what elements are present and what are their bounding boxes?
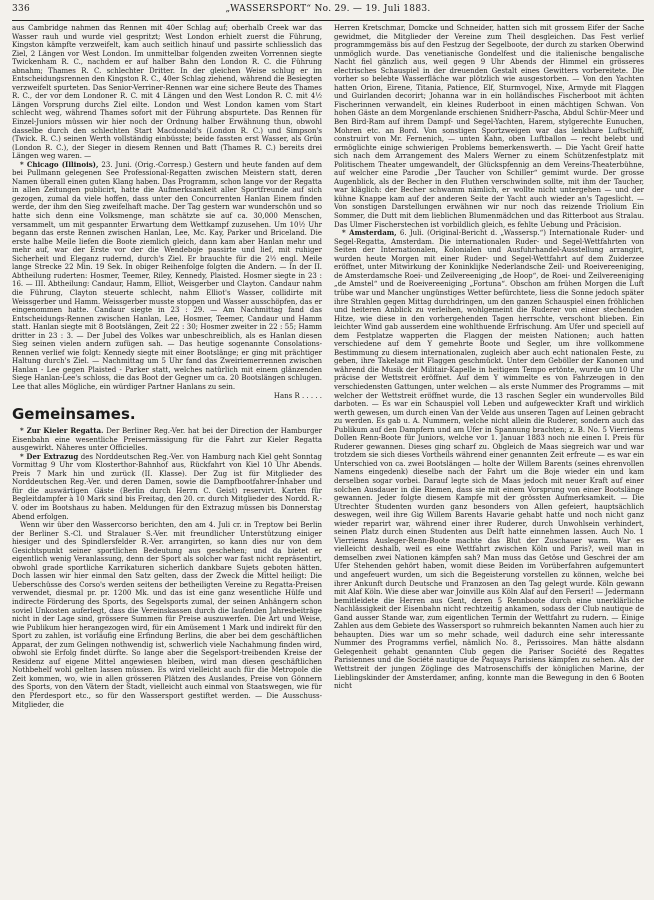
kieler-paragraph: * Zur Kieler Regatta. Der Berliner Reg.-Ver. hat bei der Direction der Hamburger Eisenbahn eine wesentliche Preisermässigung für die Fahrt zur Kieler Regatta ausgewirkt. Näheres unter Officielles.: [12, 426, 322, 453]
columns: [12, 24, 644, 892]
amsterdam-lead: * Amsterdam,: [342, 228, 397, 238]
london-regatta-paragraph: aus Cambridge nahmen das Rennen mit 40er Schlag auf; oberhalb Creek war das Wasser rauh und wurde viel gespritzt; West London erhielt zuerst die Führung, Kingston kämpfte verzweifelt, kam auch seitlich hinauf und passirte schliesslich das Ziel, 2 Längen vor West London. Im unmittelbar folgenden zweiten Vorrennen siegte Twickenham R. C., nachdem er auf halber Bahn den London R. C. die Führung abnahm; Thames R. C. schlechter Dritter. In der gleichen Weise schlug er im Entscheidungsrennen den Kingston R. C., 40er Schlag ziehend, während die Besiegten verzweifelt spurteten. Das Senior-Verriner-Rennen war eine sichere Beute des Thames R. C., der vor dem Londoner R. C. mit 4 Längen und den West London R. C. mit 4½ Längen Vorsprung durchs Ziel eilte. London und West London kamen vom Start schlecht weg, während Thames sofort mit der Führung abspurtete. Das Rennen für Einzel-Juniors müssen wir hier noch der Ordnung halber Erwähnung thun, obwohl dasselbe durch den schlechten Start Macdonald's (London R. C.) und Simpson's (Twick. R. C.) seinen Werth vollständig einbüsste; beide fassten erst Wasser, als Grün (London R. C.), der Sieger in diesem Rennen und Batt (Thames R. C.) bereits drei Längen weg waren. —: [12, 24, 322, 161]
kieler-lead: * Zur Kieler Regatta.: [20, 426, 104, 436]
page-header: [12, 4, 644, 18]
page-number: 336: [12, 4, 31, 14]
corso-continuation-paragraph: Herren Kretschmar, Domcke und Schneider, hatten sich mit grossem Eifer der Sache gewidmet, die Mitglieder der Vereine zum Theil desgleichen. Das Fest verlief programmgemäss bis auf den Festzug der Segelboote, der durch zu starken Oberwind unmöglich wurde. Das venetianische Gondelfest und die italienische bengalische Nacht fiel gänzlich aus, weil gegen 9 Uhr Abends der Himmel ein grösseres electrisches Schauspiel in der dreuenden Gestalt eines Gewitters vorbereitete. Die vorher so belebte Wasserfläche war plötzlich wie ausgestorben. — Von den Yachten hatten Orion, Eirene, Titania, Patience, Elf, Sturmvogel, Nixe, Armyde mit Flaggen und Guirlanden decorirt; Johanna war in ein holländisches Fischerboot mit ächten Fischerinnen verwandelt, ein kleines Ruderboot in einen mächtigen Schwan. Von hohen Gäste an dem Morgenlande erschienen Snidherr-Pascha, Abdul Schür-Meer und Ben Bird-Ram auf ihrem Dampf- und Segel-Yachten, Harem, stylgerechte Eunuchen, Mohren etc. an Bord. Von sonstigen Sportzweigen war das lenkbare Luftschiff, construirt von Mr. Fernenich, — unten Kahn, oben Luftballon — recht belebt und ermöglichte einige schwierigen Problems bemerkenswerth. — Die Yacht Greif hatte sich nach dem Arrangement des Malers Werner zu einem Schützenfestplatz mit Politischem Theater umgewandelt, der Glückspfennig an dem Vereins-Theaterbühne, auf welcher eine Parodie „Der Taucher von Schiller“ gemimt wurde. Der grosse Augenblick, als der Becher in den Fluthen verschwinden sollte, mit ihm der Taucher, war kläglich: der Becher schwamm nämlich, er wollte nicht untergehen — und der kühne Knappe kam auf der anderen Seite der Yacht auch wieder an's Tageslicht. — Von sonstigen Darstellungen erwähnen wir nur noch das reizende Triolium Ein Sommer, die Dutt mit dem lieblichen Blumenmädchen und das Ritterboot aus Stralau. Das Ulmer Fischerstechen ist vorbildlich gleich, es fehlte Uebung und Präcision.: [334, 24, 644, 229]
extrazug-lead: * Der Extrazug: [20, 451, 79, 461]
chicago-paragraph: * Chicago (Illinois), 23. Juni. (Orig.-Corresp.) Gestern und heute fanden auf dem bei Pullmann gelegenen See Professional-Regatten zwischen Meistern statt, deren Namen überall einen guten Klang haben. Das Programm, schon lange vor der Regatta in allen Zeitungen publicirt, hatte die Aufmerksamkeit aller Sportfreunde auf sich gezogen, zumal da viele hoffen, dass unter den Concurrenten Hanlan Einem finden werde, der ihm den Sieg zweifelhaft mache. Der Tag gestern war wunderschön und so hatte sich denn eine Volksmenge, man schätzte sie auf ca. 30,000 Menschen, versammelt, um mit gespannter Erwartung dem Wettkampf zuzusehen. Um 10½ Uhr begann das erste Rennen zwischen Hanlan, Lee, Mc. Kay, Parker und Briceland. Die erste halbe Meile liefen die Boote ziemlich gleich, dann kam aber Hanlan mehr und mehr auf, war der Erste vor der die Wendeboje passirte und lief, mit ruhiger Sicherheit und Eleganz rudernd, durch's Ziel. Er brauchte für die 2½ engl. Meile lange Strecke 22 Min. 19 Sek. In obiger Reihenfolge folgten die Andern. — In der II. Abtheilung ruderten: Hosmer, Teemer, Riley, Kennedy, Plaisted. Hosmer siegte in 23 : 16. — III. Abtheilung: Candaur, Hamm, Elliot, Weisgerber und Clayton. Candaur nahm die Führung, Clayton steuerte schlecht, nahm Elliot's Wasser, collidirte mit Weissgerber und Hamm. Weissgerber musste stoppen und Wasser ausschöpfen, das er eingenommen hatte. Candaur siegte in 23 : 29. — Am Nachmittag fand das Entscheidungs-Rennen zwischen Hanlan, Lee, Hosmer, Teemer, Candaur und Hamm statt. Hanlan siegte mit 8 Bootslängen, Zeit 22 : 30; Hosmer zweiter in 22 : 55; Hamm dritter in 23 : 3. — Der Jubel des Volkes war unbeschreiblich, als es Hanlan diesen Sieg seinen vielen andern zufügen sah. — Das heutige sogenannte Consolations-Rennen verlief wie folgt: Kennedy siegte mit einer Bootslänge; er ging mit prächtiger Haltung durch's Ziel. — Nachmittag um 5 Uhr fand das Zweiriemerrennen zwischen Hanlan - Lee gegen Plaisted - Parker statt, welches natürlich mit einem glänzenden Siege Hanlan-Lee's schloss, die das Boot der Gegner um ca. 20 Bootslängen schlugen. Lee that alles Mögliche, ein würdiger Partner Hanlans zu sein.: [12, 159, 322, 391]
chicago-signature: Hans R . . . . .: [273, 391, 322, 400]
left-column: [12, 24, 322, 892]
header-rule: [12, 20, 644, 21]
wassercorso-paragraph: Wenn wir über den Wassercorso berichten, den am 4. Juli cr. in Treptow bei Berlin der Berliner S.-Cl. und Stralauer S.-Ver. mit freundlicher Unterstützung einiger hiesiger und des Spindlersfelder R.-Ver. arrangirten, so kann dies nur von dem Gesichtspunkt seiner sportlichen Bedeutung aus geschehen; und da bietet er eigentlich wenig Veranlassung, denn der Sport als solcher war fast nicht repräsentirt, obwohl grade sportliche Karrikaturen sicherlich dankbare Sujets geboten hätten. Doch lassen wir hier einmal den Satz gelten, dass der Zweck die Mittel heiligt: Die Ueberschüsse des Corso's werden seitens der betheiligten Vereine zu Regatta-Preisen verwendet, diesmal pr. pr. 1200 Mk. und das ist eine ganz wesentliche Hülfe und indirecte Förderung des Sports, des Segelsports zumal, der seinen Anhängern schon soviel Unkosten auferlegt, dass die Vereinskassen durch die laufenden Jahresbeiträge nicht in der Lage sind, grössere Summen für Preise auszuwerfen. Die Art und Weise, wie Publikum hier herangezogen wird, für ein Amüsement 1 Mark und indirekt für den Sport zu zahlen, ist vorläufig eine Erfindung Berlins, die aber bei dem geschäftlichen Apparat, der zum Gelingen nothwendig ist, schwerlich viele Nachahmung finden wird, obwohl sie Erfolg findet dürfte. So lange aber die Segelsport-treibenden Kreise der Residenz auf eigene Mittel angewiesen bleiben, wird man diesen geschäftlichen Nothbehelf wohl gelten lassen müssen. Es wird vielleicht auch für die Metropole die Zeit kommen, wo, wie in allen grösseren Plätzen des Auslandes, Preise von Gönnern des Sports, von den Vätern der Stadt, vielleicht auch einmal von Staatswegen, wie für den Pferdesport etc., so für den Wassersport gestiftet werden. — Die Ausschuss-Mitglieder, die: [12, 521, 322, 709]
masthead-line: „WASSERSPORT“ No. 29. — 19. Juli 1883.: [225, 4, 431, 14]
extrazug-paragraph: * Der Extrazug des Norddeutschen Reg.-Ver. von Hamburg nach Kiel geht Sonntag Vormittag 9 Uhr vom Klosterthor-Bahnhof aus, Rückfahrt von Kiel 10 Uhr Abends. Preis 7 Mark hin und zurück (II. Klasse). Der Zug ist für Mitglieder des Norddeutschen Reg.-Ver. und deren Damen, sowie die Dampfbootfahrer-Inhaber und für die auswärtigen Gäste (Berlin durch Herrn C. Geist) reservirt. Karten für Begleitdampfer à 10 Mark sind bis Freitag, den 20. cr. durch Mitglieder des Nordd. R.-V. oder im Bootshaus zu haben. Meldungen für den Extrazug müssen bis Donnerstag Abend erfolgen.: [12, 451, 322, 521]
amsterdam-paragraph: * Amsterdam, 6. Juli. (Original-Bericht d. „Wassersp.“) Internationale Ruder- und Segel-Regatta, Amsterdam. Die internationalen Ruder- und Segel-Wettfahrten von Seiten der Internationalen, Kolonialen und Ausfuhrhandel-Ausstellung arrangirt, wurden heute Morgen mit einer Ruder- und Segel-Wettfahrt auf dem Zuiderzee eröffnet, unter Mitwirkung der Koninklijke Nederlandsche Zeil- und Roeivereeniging, de Amsterdamsche Roei- und Zeilvereeniging „de Hoop“, de Roei- und Zeilvereeniging „de Amstel“ und de Roeivereeniging „Fortuna“. Obschon am frühen Morgen die Luft trübe war und Mancher ungünstiges Wetter befürchtete, liess die Sonne jedoch später ihre Strahlen gegen Mittag durchdringen, um den ganzen Schauspiel einen fröhlichen und heiteren Anblick zu verleihen, wohlgemeint die Ruderer von einer stechenden Hitze, wie diese in den vorhergehenden Tagen herrschte, verschont blieben. Ein leichter Wind gab ausserdem eine wohlthuende Erfrischung. Am Ufer und speciell auf dem Festplatze wapperten die Flaggen der meisten Nationen; auch hatten verschiedene auf dem Y gemehrte Boote und Segler, um ihre vollkommene Bestimmung zu diesem internationalen, zugleich aber auch echt nationalen Feste, zu geben, ihre Takelage mit Flaggen geschmückt. Unter dem Geböller der Kanonen und während die Musik der Militair-Kapelle in heitigem Tempo ertönte, wurde um 10 Uhr präcise der Wettstreit eröffnet. Auf dem Y wimmelte es von Fahrzeugen in den verschiedensten Gattungen, unter welchen — als erste Nummer des Programms — mit welcher der Wettstreit eröffnet wurde, die 13 raschen Segler ein wundervolles Bild darboten. — Es war ein Schauspiel voll Leben und aufgeweckter Kraft und wirklich werth gewesen, um durch einen Van der Velde aus unseren Tagen auf Leinen gebracht zu werden. Es gab u. A. Nummern, welche nicht allein die Ruderer, sondern auch das Publikum auf den Dampfern und am Ufer in Spannung brachten; z. B. No. 5 Vierriems Dollen Renn-Boote für Juniors, welche vor 1. Januar 1883 noch nie einen I. Preis für Ruderer gewannen. Dieses ging scharf zu. Obgleich de Maas siegreich war und war trotzdem sie sich dieses Vortheils während einer genannten Zeit erfreute — es war ein Unterschied von ca. zwei Bootslängen — holte der Willem Barents (seines ehrenvollen Namens eingedenk) dieselbe nach der Fahrt um die Boje wieder ein und kam derselben sogar vorbei. Darauf legte sich de Maas jedoch mit neuer Kraft auf einer solchen Ausdauer in die Riemen, dass sie mit einem Vorsprung von einer Bootslänge gewannen. Jeder folgte diesem Kampfe mit der grössten Aufmerksamkeit. — Die Utrechter Studenten wurden ganz besonders von Allen gefeiert, hauptsächlich deswegen, weil ihre Gig Willem Barents Havarie gehabt hatte und noch nicht ganz wieder reparirt war, während einer ihrer Ruderer, durch Unwohlsein verhindert, seinen Platz durch einen Studenten aus Delft hatte einnehmen lassen. Auch No. 1 Vierriems Ausleger-Renn-Boote machte das Blut der Zuschauer warm. War es vielleicht deshalb, weil es eine Wettfahrt zwischen Köln und Paris?, weil man in demselben zwei Nationen kämpfen sah? Man muss das Getöse und Geschrei der am Ufer Stehenden gehört haben, womit diese Beiden im Vorüberfahren aufgemuntert und angefeuert wurden, um sich die Begeisterung vorstellen zu können, welche bei ihrer Ankunft durch Deutsche und Franzosen an den Tag gelegt wurde. Köln gewann mit Alaf Köln. Wie diese aber war Joinville aus Köln Alaf auf den Ferseri! — Jedermann bemitleidete die Herren aus Gent, deren 5 Rennboote durch eine unerklärliche Nachlässigkeit der Eisenbahn nicht rechtzeitig ankamen, sodass der Club nautique de Gand ausser Stande war, zum eigentlichen Termin der Wettfahrt zu rudern. — Einige Zahlen aus dem Gebiete des Wassersport so ruhmreich bekannten Namen auch hier zu behaupten. Dies war um so mehr schade, weil dadurch eine sehr interessante Nummer des Programms verfiel, nämlich No. 8., Perissoires. Man hätte alsdann Gelegenheit gehabt genannten Club gegen die Pariser Société des Regattes Parisiennes und die Société nautique de Paquays Parisiens kämpfen zu sehen. Als der Wettstreit der jungen Zöglinge des Matrosenschiffs der königlichen Marine, der Lieblingskinder der Amsterdamer, anfing, konnte man die Bewegung in den 6 Booten nicht: [334, 228, 644, 691]
section-title: Gemeinsames.: [12, 405, 136, 424]
chicago-lead: * Chicago (Illinois),: [20, 159, 99, 169]
right-column: [334, 24, 644, 892]
